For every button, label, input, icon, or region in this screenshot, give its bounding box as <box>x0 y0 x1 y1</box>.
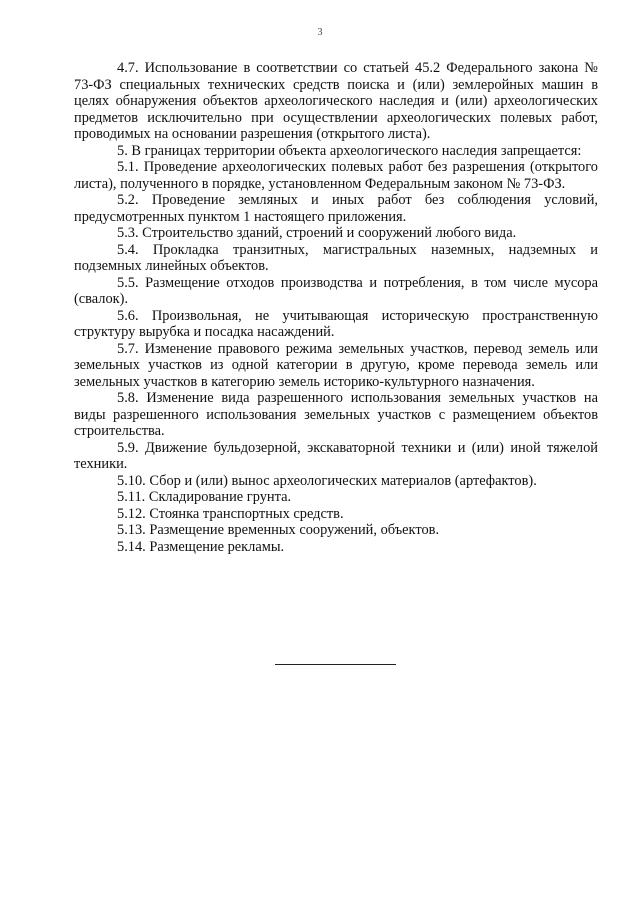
paragraph-5-1: 5.1. Проведение археологических полевых работ без разрешения (открытого листа), полученного в порядке, установленном Федеральным законом № 73-ФЗ. <box>74 159 598 192</box>
paragraph-5: 5. В границах территории объекта археологического наследия запрещается: <box>117 142 582 159</box>
paragraph-5-7: 5.7. Изменение правового режима земельных участков, перевод земель или земельных участков из одной категории в другую, кроме перевода земель или земельных участков в категорию земель историко-культурного назначения. <box>74 340 598 390</box>
paragraph-5-10: 5.10. Сбор и (или) вынос археологических материалов (артефактов). <box>117 472 537 489</box>
paragraph-5-3: 5.3. Строительство зданий, строений и сооружений любого вида. <box>117 225 517 241</box>
paragraph-5-6: 5.6. Произвольная, не учитывающая историческую пространственную структуру вырубка и посадка насаждений. <box>74 307 598 340</box>
paragraph-5-2: 5.2. Проведение земляных и иных работ без соблюдения условий, предусмотренных пунктом 1 настоящего приложения. <box>74 192 598 225</box>
document-body <box>74 60 598 555</box>
paragraph-5-8: 5.8. Изменение вида разрешенного использования земельных участков на виды разрешенного использования земельных участков с размещением объектов строительства. <box>74 390 598 439</box>
paragraph-5-4: 5.4. Прокладка транзитных, магистральных наземных, надземных и подземных линейных объектов. <box>74 241 598 274</box>
paragraph-5-11: 5.11. Складирование грунта. <box>117 489 292 505</box>
end-divider-line <box>275 664 396 665</box>
paragraph-5-9: 5.9. Движение бульдозерной, экскаваторной техники и (или) иной тяжелой техники. <box>74 439 598 472</box>
paragraph-4-7: 4.7. Использование в соответствии со статьей 45.2 Федерального закона № 73-ФЗ специальных технических средств поиска и (или) землеройных машин в целях обнаружения объектов археологического наследия и (или) археологических предметов исключительно при осуществлении археологических полевых работ, проводимых на основании разрешения (открытого листа). <box>74 60 598 142</box>
paragraph-5-13: 5.13. Размещение временных сооружений, объектов. <box>117 522 440 538</box>
paragraph-5-12: 5.12. Стоянка транспортных средств. <box>117 505 344 522</box>
paragraph-5-5: 5.5. Размещение отходов производства и потребления, в том числе мусора (свалок). <box>74 274 598 307</box>
page-number: 3 <box>317 27 323 38</box>
paragraph-5-14: 5.14. Размещение рекламы. <box>117 538 285 555</box>
